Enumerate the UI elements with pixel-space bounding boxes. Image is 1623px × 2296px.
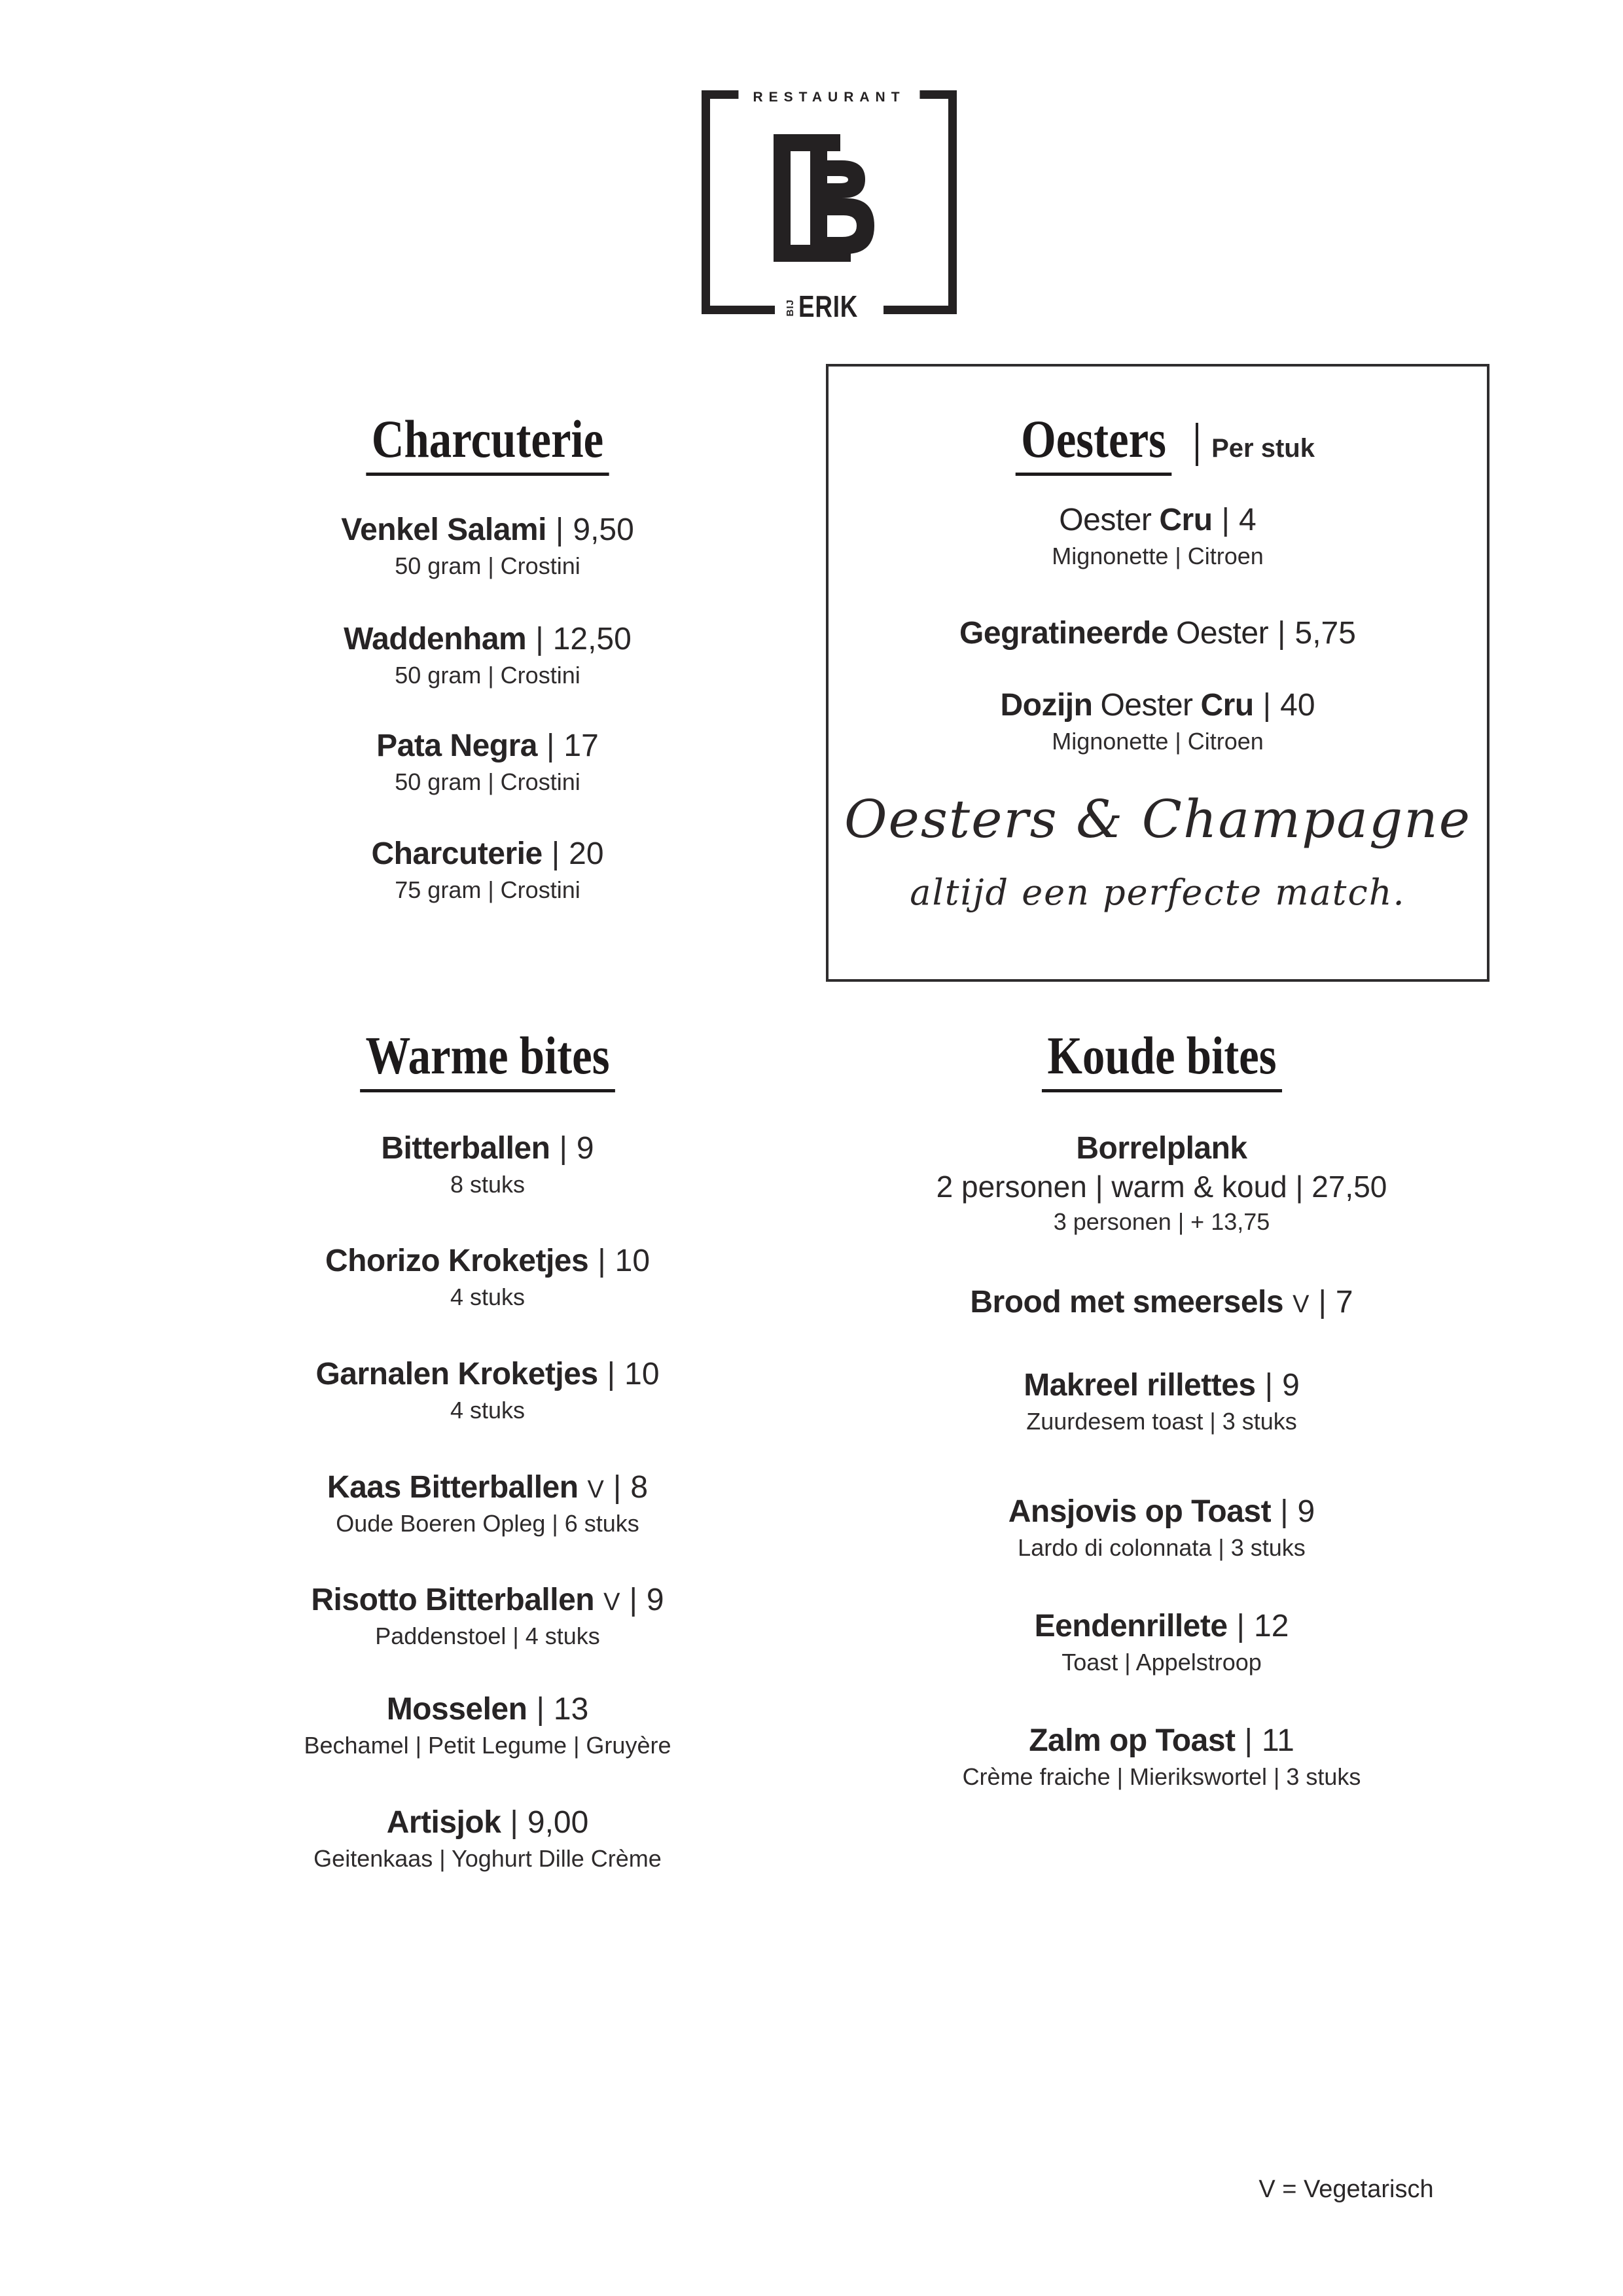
logo-erik-label: ERIK bbox=[798, 289, 859, 324]
oesters-script-subtagline: altijd een perfecte match. bbox=[910, 872, 1406, 913]
oesters-script-tagline: Oesters & Champagne bbox=[844, 789, 1472, 850]
veg-marker: V bbox=[1293, 1291, 1310, 1318]
menu-item-artisjok: Artisjok | 9,00 Geitenkaas | Yoghurt Dille Crème bbox=[313, 1805, 662, 1872]
menu-item-zalm-op-toast: Zalm op Toast | 11 Crème fraiche | Mierikswortel | 3 stuks bbox=[962, 1723, 1361, 1790]
oesters-heading-divider bbox=[1196, 423, 1198, 466]
charcuterie-heading: Charcuterie bbox=[366, 412, 609, 476]
section-title-koude-bites bbox=[831, 1026, 1492, 1092]
menu-item-venkel-salami: Venkel Salami | 9,50 50 gram | Crostini bbox=[341, 512, 634, 579]
veg-marker: V bbox=[587, 1476, 604, 1503]
menu-item-risotto-bitterballen: Risotto Bitterballen V | 9 Paddenstoel | 4 stuks bbox=[311, 1583, 664, 1649]
vegetarian-legend: V = Vegetarisch bbox=[1258, 2176, 1434, 2203]
section-title-oesters bbox=[826, 409, 1489, 476]
menu-item-kaas-bitterballen: Kaas Bitterballen V | 8 Oude Boeren Opleg | 6 stuks bbox=[327, 1470, 649, 1537]
oesters-heading: Oesters bbox=[1016, 412, 1172, 476]
menu-item-makreel-rillettes: Makreel rillettes | 9 Zuurdesem toast | 3 stuks bbox=[1024, 1368, 1300, 1435]
menu-item-dozijn-oester-cru: Dozijn Oester Cru | 40 Mignonette | Citroen bbox=[1000, 688, 1315, 755]
logo-bij-label: BIJ bbox=[785, 298, 796, 317]
menu-item-borrelplank: Borrelplank 2 personen | warm & koud | 27,50 3 personen | + 13,75 bbox=[936, 1131, 1387, 1236]
menu-item-oester-cru: Oester Cru | 4 Mignonette | Citroen bbox=[1052, 503, 1264, 569]
logo-restaurant-label: RESTAURANT bbox=[738, 90, 919, 105]
restaurant-logo-frame bbox=[702, 90, 957, 324]
menu-item-eendenrillete: Eendenrillete | 12 Toast | Appelstroop bbox=[1034, 1609, 1289, 1676]
menu-item-mosselen: Mosselen | 13 Bechamel | Petit Legume | Gruyère bbox=[304, 1692, 671, 1759]
menu-item-brood-met-smeersels: Brood met smeersels V | 7 bbox=[970, 1285, 1353, 1319]
section-title-warme-bites bbox=[160, 1026, 815, 1092]
menu-item-gegratineerde-oester: Gegratineerde Oester | 5,75 bbox=[959, 616, 1356, 651]
menu-item-pata-negra: Pata Negra | 17 50 gram | Crostini bbox=[376, 728, 599, 795]
menu-item-ansjovis-op-toast: Ansjovis op Toast | 9 Lardo di colonnata | 3 stuks bbox=[1008, 1494, 1315, 1561]
warme-bites-heading: Warme bites bbox=[360, 1029, 615, 1092]
logo-b-monogram-icon bbox=[774, 134, 885, 265]
menu-item-waddenham: Waddenham | 12,50 50 gram | Crostini bbox=[344, 622, 632, 689]
section-title-charcuterie bbox=[160, 409, 815, 476]
logo-bij-erik bbox=[775, 289, 883, 324]
menu-item-bitterballen: Bitterballen | 9 8 stuks bbox=[381, 1131, 594, 1198]
koude-bites-heading: Koude bites bbox=[1041, 1029, 1281, 1092]
oesters-subtitle: Per stuk bbox=[1211, 434, 1315, 463]
menu-item-charcuterie-plank: Charcuterie | 20 75 gram | Crostini bbox=[371, 836, 604, 903]
menu-item-garnalen-kroketjes: Garnalen Kroketjes | 10 4 stuks bbox=[315, 1357, 660, 1424]
veg-marker: V bbox=[603, 1588, 620, 1616]
menu-item-chorizo-kroketjes: Chorizo Kroketjes | 10 4 stuks bbox=[325, 1244, 651, 1310]
